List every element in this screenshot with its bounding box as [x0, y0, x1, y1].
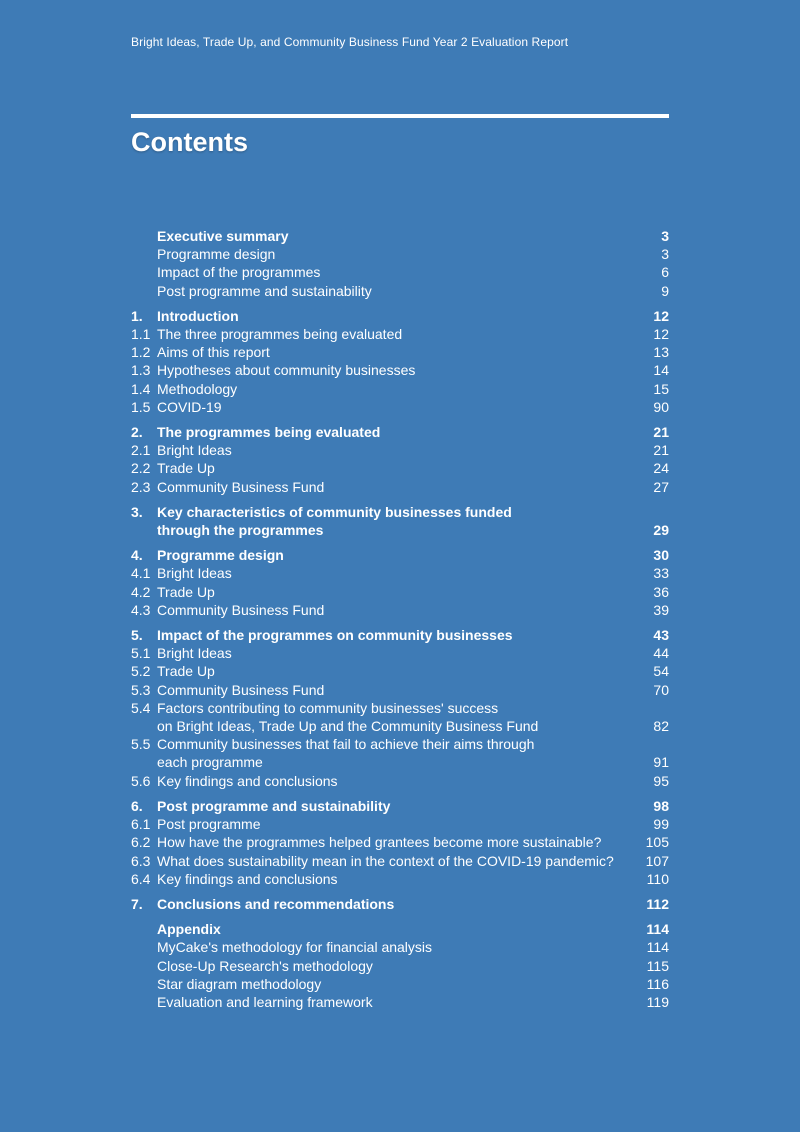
toc-entry-label-line: Aims of this report	[157, 344, 270, 361]
toc-entry-number: 4.1	[131, 565, 151, 582]
toc-entry-label-line: Introduction	[157, 307, 239, 324]
toc-entry-label-line: Community Business Fund	[157, 478, 325, 495]
toc-entry-page-number: 112	[646, 895, 669, 912]
toc-entry[interactable]	[131, 361, 669, 379]
toc-entry-label	[157, 895, 629, 913]
toc-entry-label	[157, 263, 629, 281]
toc-entry-number: 1.3	[131, 362, 151, 379]
toc-entry-label-line: Key findings and conclusions	[157, 772, 338, 789]
toc-entry-label	[157, 870, 629, 888]
toc-entry-number: 6.4	[131, 870, 151, 887]
toc-entry-label-line: Post programme and sustainability	[157, 282, 372, 299]
toc-entry-page-number: 107	[645, 852, 669, 869]
toc-entry-label-line: How have the programmes helped grantees become more sustainable?	[157, 834, 602, 851]
toc-entry-page-number: 115	[646, 957, 669, 974]
toc-entry-page-number: 54	[653, 663, 669, 680]
toc-entry-page-number: 36	[653, 583, 669, 600]
toc-section-heading[interactable]	[131, 423, 669, 441]
toc-entry-page-number: 90	[653, 398, 669, 415]
toc-section-heading[interactable]	[131, 227, 669, 245]
toc-entry-label-line: COVID-19	[157, 398, 222, 415]
toc-entry[interactable]	[131, 815, 669, 833]
toc-entry-page-number: 3	[661, 228, 669, 244]
toc-section-heading[interactable]	[131, 546, 669, 564]
toc-entry-label	[157, 441, 629, 459]
toc-entry-number: 5.4	[131, 699, 151, 716]
toc-entry[interactable]	[131, 699, 669, 735]
toc-entry-number: 1.2	[131, 344, 151, 361]
toc-entry[interactable]	[131, 398, 669, 416]
toc-entry-label-line: Impact of the programmes on community businesses	[157, 627, 513, 644]
toc-entry-label	[157, 815, 629, 833]
toc-entry-label-line: Community Business Fund	[157, 681, 325, 698]
toc-entry-label	[157, 478, 629, 496]
toc-entry-page-number: 99	[653, 816, 669, 833]
toc-entry-label	[157, 920, 629, 938]
toc-entry-label-line: Appendix	[157, 921, 221, 938]
toc-entry-label	[157, 662, 629, 680]
toc-entry-label	[157, 957, 629, 975]
toc-entry-number: 6.2	[131, 834, 151, 851]
toc-section	[131, 797, 669, 888]
toc-entry-label	[157, 772, 629, 790]
toc-entry-number: 7.	[131, 895, 143, 912]
toc-entry-number: 4.2	[131, 583, 151, 600]
toc-entry[interactable]	[131, 601, 669, 619]
toc-entry[interactable]	[131, 662, 669, 680]
toc-entry-number: 4.3	[131, 601, 151, 618]
toc-entry-number: 6.	[131, 797, 143, 814]
toc-entry-label-line: Star diagram methodology	[157, 975, 322, 992]
toc-section	[131, 626, 669, 790]
toc-section	[131, 546, 669, 619]
toc-entry-number: 2.3	[131, 478, 151, 495]
toc-entry-label-line: Conclusions and recommendations	[157, 895, 395, 912]
title-rule	[131, 114, 669, 118]
toc-section-heading[interactable]	[131, 307, 669, 325]
toc-entry-label	[157, 601, 629, 619]
toc-section	[131, 920, 669, 1011]
toc-entry-label-line: Bright Ideas	[157, 645, 232, 662]
toc-entry[interactable]	[131, 325, 669, 343]
toc-entry[interactable]	[131, 380, 669, 398]
toc-entry-label	[157, 833, 629, 851]
toc-entry-label	[157, 699, 629, 735]
toc-entry-label	[157, 245, 629, 263]
toc-entry-page-number: 119	[646, 993, 669, 1010]
toc-entry-label-line: The programmes being evaluated	[157, 424, 381, 441]
toc-entry[interactable]	[131, 852, 669, 870]
toc-entry-number: 5.1	[131, 645, 151, 662]
toc-entry-page-number: 30	[653, 547, 669, 564]
toc-entry-page-number: 9	[661, 282, 669, 299]
toc-section	[131, 307, 669, 416]
toc-entry-number: 1.5	[131, 398, 151, 415]
toc-entry-number: 1.4	[131, 380, 151, 397]
toc-section	[131, 227, 669, 300]
toc-entry-label	[157, 282, 629, 300]
toc-entry-page-number: 95	[653, 772, 669, 789]
toc-entry-label	[157, 993, 629, 1011]
toc-entry-page-number: 21	[653, 424, 669, 441]
toc-entry[interactable]	[131, 681, 669, 699]
toc-entry-label	[157, 852, 629, 870]
toc-entry[interactable]	[131, 478, 669, 496]
toc-entry-label	[157, 644, 629, 662]
toc-section-heading[interactable]	[131, 626, 669, 644]
toc-entry-label-line: Post programme	[157, 816, 261, 833]
table-of-contents	[131, 227, 669, 1018]
toc-entry[interactable]	[131, 957, 669, 975]
toc-entry-page-number: 29	[653, 522, 669, 539]
toc-entry-label-line: through the programmes	[157, 522, 324, 539]
toc-entry[interactable]	[131, 564, 669, 582]
toc-entry[interactable]	[131, 975, 669, 993]
toc-entry-label-line: Programme design	[157, 246, 276, 263]
toc-entry-label-line: What does sustainability mean in the context of the COVID-19 pandemic?	[157, 852, 614, 869]
toc-entry-label-line: Evaluation and learning framework	[157, 993, 373, 1010]
toc-entry-page-number: 114	[646, 921, 669, 938]
toc-entry-label	[157, 398, 629, 416]
toc-entry-number: 1.1	[131, 326, 151, 343]
toc-entry-page-number: 15	[653, 380, 669, 397]
toc-entry-label-line: Executive summary	[157, 228, 289, 244]
toc-entry-label-line: Trade Up	[157, 663, 215, 680]
toc-entry-label	[157, 343, 629, 361]
toc-entry-number: 6.1	[131, 816, 151, 833]
toc-entry-label-line: on Bright Ideas, Trade Up and the Community Business Fund	[157, 718, 539, 735]
toc-entry-label-line: Hypotheses about community businesses	[157, 362, 416, 379]
toc-entry[interactable]	[131, 833, 669, 851]
toc-section	[131, 895, 669, 913]
toc-entry-page-number: 114	[646, 939, 669, 956]
toc-entry-page-number: 44	[653, 645, 669, 662]
toc-entry[interactable]	[131, 870, 669, 888]
toc-entry-label-line: MyCake's methodology for financial analysis	[157, 939, 433, 956]
toc-entry-label-line: Community businesses that fail to achieve their aims through	[157, 736, 535, 753]
toc-entry[interactable]	[131, 343, 669, 361]
toc-entry-label-line: The three programmes being evaluated	[157, 326, 403, 343]
toc-entry-page-number: 116	[646, 975, 669, 992]
toc-section	[131, 503, 669, 539]
toc-entry[interactable]	[131, 583, 669, 601]
toc-entry-label-line: Trade Up	[157, 583, 215, 600]
toc-entry-page-number: 13	[653, 344, 669, 361]
toc-entry-number: 3.	[131, 503, 143, 520]
toc-entry[interactable]	[131, 993, 669, 1011]
toc-entry-page-number: 12	[653, 326, 669, 343]
toc-entry-label	[157, 564, 629, 582]
toc-entry-number: 1.	[131, 307, 143, 324]
toc-entry-number: 2.	[131, 424, 143, 441]
toc-entry-number: 5.3	[131, 681, 151, 698]
toc-entry-label	[157, 938, 629, 956]
toc-entry[interactable]	[131, 644, 669, 662]
toc-entry-label	[157, 626, 629, 644]
toc-entry-number: 2.2	[131, 460, 151, 477]
toc-entry-label-line: Trade Up	[157, 460, 215, 477]
toc-entry[interactable]	[131, 441, 669, 459]
toc-entry-label-line: Bright Ideas	[157, 442, 232, 459]
toc-entry[interactable]	[131, 245, 669, 263]
toc-entry-page-number: 110	[646, 870, 669, 887]
toc-entry[interactable]	[131, 735, 669, 771]
toc-entry-page-number: 27	[653, 478, 669, 495]
toc-entry-label-line: Factors contributing to community businesses' success	[157, 699, 499, 716]
toc-entry-label-line: Impact of the programmes	[157, 264, 321, 281]
toc-entry-page-number: 105	[645, 834, 669, 851]
toc-entry-label-line: Key findings and conclusions	[157, 870, 338, 887]
toc-entry-page-number: 39	[653, 601, 669, 618]
toc-entry-page-number: 6	[661, 264, 669, 281]
toc-entry-page-number: 12	[653, 307, 669, 324]
toc-entry-page-number: 98	[653, 797, 669, 814]
toc-entry-number: 6.3	[131, 852, 151, 869]
toc-entry-number: 5.2	[131, 663, 151, 680]
toc-entry-label	[157, 975, 629, 993]
toc-section-heading[interactable]	[131, 503, 669, 539]
toc-entry-page-number: 91	[653, 754, 669, 771]
toc-entry-label-line: each programme	[157, 754, 263, 771]
toc-entry-label	[157, 459, 629, 477]
toc-section-heading[interactable]	[131, 895, 669, 913]
toc-entry-label	[157, 583, 629, 601]
toc-entry-number: 4.	[131, 547, 143, 564]
toc-entry-label	[157, 735, 629, 771]
toc-entry-label-line: Key characteristics of community businesses funded	[157, 503, 512, 520]
toc-entry-label-line: Post programme and sustainability	[157, 797, 391, 814]
toc-entry[interactable]	[131, 772, 669, 790]
toc-entry-label	[157, 380, 629, 398]
toc-entry-label	[157, 325, 629, 343]
toc-entry[interactable]	[131, 459, 669, 477]
toc-section	[131, 423, 669, 496]
toc-entry-page-number: 24	[653, 460, 669, 477]
toc-entry-label	[157, 546, 629, 564]
toc-entry[interactable]	[131, 263, 669, 281]
toc-entry-label-line: Close-Up Research's methodology	[157, 957, 373, 974]
toc-entry-page-number: 3	[661, 246, 669, 263]
toc-entry-page-number: 21	[653, 442, 669, 459]
toc-entry[interactable]	[131, 282, 669, 300]
toc-entry-number: 5.5	[131, 736, 151, 753]
toc-entry-label	[157, 503, 629, 539]
toc-entry-number: 5.	[131, 627, 143, 644]
running-header: Bright Ideas, Trade Up, and Community Business Fund Year 2 Evaluation Report	[131, 35, 569, 49]
toc-entry-label	[157, 227, 629, 245]
toc-entry-number: 5.6	[131, 772, 151, 789]
toc-entry-label-line: Programme design	[157, 547, 284, 564]
toc-entry-page-number: 43	[653, 627, 669, 644]
toc-entry-label-line: Methodology	[157, 380, 238, 397]
toc-entry-label	[157, 307, 629, 325]
toc-entry[interactable]	[131, 938, 669, 956]
toc-entry-label	[157, 681, 629, 699]
toc-entry-label-line: Bright Ideas	[157, 565, 232, 582]
toc-entry-page-number: 82	[653, 718, 669, 735]
toc-entry-page-number: 70	[653, 681, 669, 698]
toc-entry-label-line: Community Business Fund	[157, 601, 325, 618]
toc-entry-label	[157, 423, 629, 441]
toc-entry-label	[157, 797, 629, 815]
toc-section-heading[interactable]	[131, 920, 669, 938]
page-title: Contents	[131, 127, 248, 157]
toc-entry-page-number: 14	[653, 362, 669, 379]
toc-entry-page-number: 33	[653, 565, 669, 582]
toc-entry-label	[157, 361, 629, 379]
toc-section-heading[interactable]	[131, 797, 669, 815]
toc-entry-number: 2.1	[131, 442, 151, 459]
